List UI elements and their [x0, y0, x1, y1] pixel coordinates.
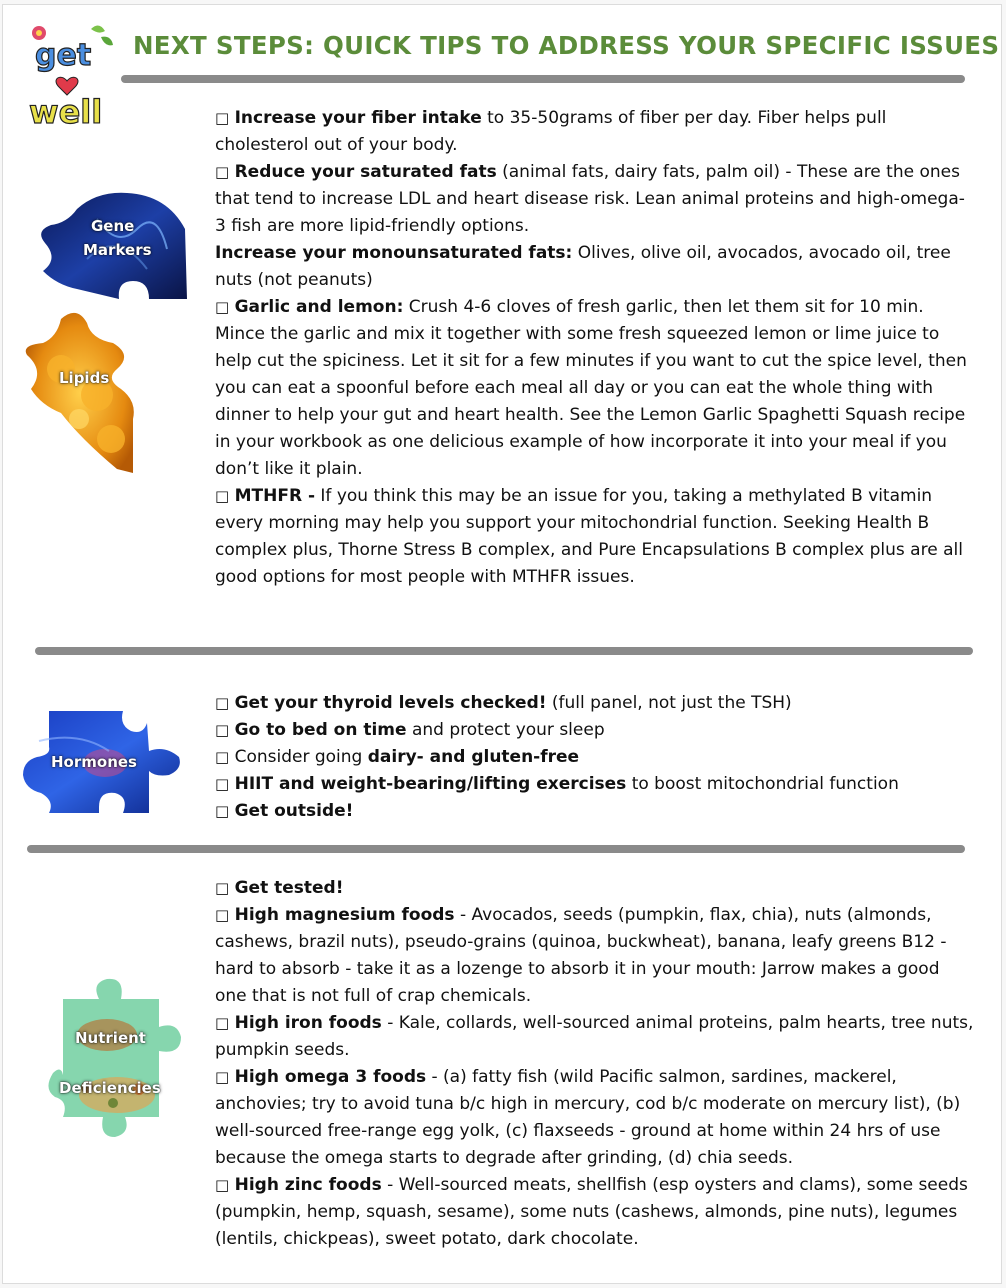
list-item: [215, 875, 975, 902]
tip-text: and protect your sleep: [406, 720, 605, 740]
checkbox-icon: □: [215, 748, 230, 766]
tip-heading: MTHFR -: [234, 486, 316, 506]
list-item: [215, 159, 975, 240]
tip-text: (full panel, not just the TSH): [546, 693, 792, 713]
tip-heading: Reduce your saturated fats: [234, 162, 497, 182]
checkbox-icon: □: [215, 1014, 230, 1032]
nutrient-label-line1: Nutrient: [75, 1029, 146, 1047]
tip-heading: Increase your monounsaturated fats:: [215, 243, 573, 263]
nutrient-label-line2: Deficiencies: [59, 1079, 161, 1097]
checkbox-icon: □: [215, 694, 230, 712]
tip-text: Crush 4-6 cloves of fresh garlic, then let them sit for 10 min. Mince the garlic and mix it together with some fresh squeezed lemon or lime juice to help cut the spiciness. Let it sit for a few minutes if you want to cut the spice level, then you can eat a spoonful before each meal all day or you can eat the whole thing with dinner to help your gut and heart health. See the Lemon Garlic Spaghetti Squash recipe in your workbook as one delicious example of how incorporate it into your meal if you don’t like it plain.: [215, 297, 967, 479]
tip-heading: HIIT and weight-bearing/lifting exercises: [234, 774, 627, 794]
tip-text: If you think this may be an issue for you, taking a methylated B vitamin every morning may help you support your mitochondrial function. Seeking Health B complex plus, Thorne Stress B complex, and Pure Encapsulations B complex plus are all good options for most people with MTHFR issues.: [215, 486, 963, 587]
list-item: [215, 717, 975, 744]
checkbox-icon: □: [215, 802, 230, 820]
tip-heading: Go to bed on time: [234, 720, 407, 740]
list-item: [215, 744, 975, 771]
list-item: [215, 690, 975, 717]
checkbox-icon: □: [215, 1068, 230, 1086]
list-item: [215, 240, 975, 294]
checkbox-icon: □: [215, 775, 230, 793]
checkbox-icon: □: [215, 879, 230, 897]
checkbox-icon: □: [215, 298, 230, 316]
list-item: [215, 483, 975, 591]
divider-middle: [35, 647, 973, 655]
lipids-puzzle-piece: [21, 309, 141, 475]
tip-text: (animal fats, dairy fats, palm oil) - These are the ones that tend to increase LDL and heart disease risk. Lean animal proteins and high-omega-3 fish are more lipid-friendly options.: [215, 162, 965, 236]
tip-heading: High iron foods: [234, 1013, 382, 1033]
section-nutrient-tips: [215, 875, 975, 1253]
list-item: [215, 294, 975, 483]
tip-heading: High magnesium foods: [234, 905, 455, 925]
tip-text: - Avocados, seeds (pumpkin, flax, chia), nuts (almonds, cashews, brazil nuts), pseudo-grains (quinoa, buckwheat), banana, leafy greens B12 - hard to absorb - take it as a lozenge to absorb it in your mouth: Jarrow makes a good one that is not full of crap chemicals.: [215, 905, 947, 1006]
tip-text: to 35-50grams of fiber per day. Fiber helps pull cholesterol out of your body.: [215, 108, 887, 155]
checkbox-icon: □: [215, 163, 230, 181]
lipids-puzzle-icon: [21, 309, 141, 475]
tip-heading: dairy- and gluten-free: [367, 747, 580, 767]
section-lipids-tips: [215, 105, 975, 591]
logo-get-text: get: [35, 38, 92, 73]
tip-text: to boost mitochondrial function: [626, 774, 899, 794]
checkbox-icon: □: [215, 721, 230, 739]
nutrient-deficiencies-puzzle-piece: [47, 977, 183, 1149]
checkbox-icon: □: [215, 487, 230, 505]
tip-heading: High omega 3 foods: [234, 1067, 427, 1087]
list-item: [215, 771, 975, 798]
tip-text: - Well-sourced meats, shellfish (esp oysters and clams), some seeds (pumpkin, hemp, squash, sesame), some nuts (cashews, almonds, pine nuts), legumes (lentils, chickpeas), sweet potato, dark chocolate.: [215, 1175, 968, 1249]
logo-art: [25, 21, 121, 131]
tip-heading: Increase your fiber intake: [234, 108, 482, 128]
divider-bottom: [27, 845, 965, 853]
tip-text: Olives, olive oil, avocados, avocado oil, tree nuts (not peanuts): [215, 243, 951, 290]
tip-heading: Garlic and lemon:: [234, 297, 404, 317]
list-item: [215, 1010, 975, 1064]
gene-label-line2: Markers: [83, 241, 152, 259]
hormones-label: Hormones: [51, 753, 137, 771]
section-hormones-tips: [215, 690, 975, 825]
tip-heading: Get tested!: [234, 878, 344, 898]
get-well-logo: [25, 21, 121, 131]
tip-text: Consider going: [234, 747, 368, 767]
checkbox-icon: □: [215, 906, 230, 924]
list-item: [215, 902, 975, 1010]
page-title: NEXT STEPS: QUICK TIPS TO ADDRESS YOUR SPECIFIC ISSUES: [133, 31, 1000, 60]
gene-markers-puzzle-piece: [37, 189, 189, 301]
list-item: [215, 1064, 975, 1172]
gene-label-line1: Gene: [91, 217, 135, 235]
list-item: [215, 1172, 975, 1253]
checkbox-icon: □: [215, 109, 230, 127]
list-item: [215, 798, 975, 825]
tip-heading: Get outside!: [234, 801, 354, 821]
hormones-puzzle-piece: [19, 711, 183, 815]
tip-heading: High zinc foods: [234, 1175, 382, 1195]
checkbox-icon: □: [215, 1176, 230, 1194]
tip-heading: Get your thyroid levels checked!: [234, 693, 547, 713]
tip-text: - Kale, collards, well-sourced animal proteins, palm hearts, tree nuts, pumpkin seeds.: [215, 1013, 974, 1060]
logo-well-text: well: [29, 93, 103, 131]
divider-top: [121, 75, 965, 83]
list-item: [215, 105, 975, 159]
page: [2, 4, 1002, 1284]
lipids-label: Lipids: [59, 369, 110, 387]
tip-text: - (a) fatty fish (wild Pacific salmon, sardines, mackerel, anchovies; try to avoid tuna b/c high in mercury, cod b/c moderate on mercury list), (b) well-sourced free-range egg yolk, (c) flaxseeds - ground at home within 24 hrs of use because the omega starts to degrade after grinding, (d) chia seeds.: [215, 1067, 961, 1168]
nutrient-puzzle-icon: [47, 977, 183, 1149]
